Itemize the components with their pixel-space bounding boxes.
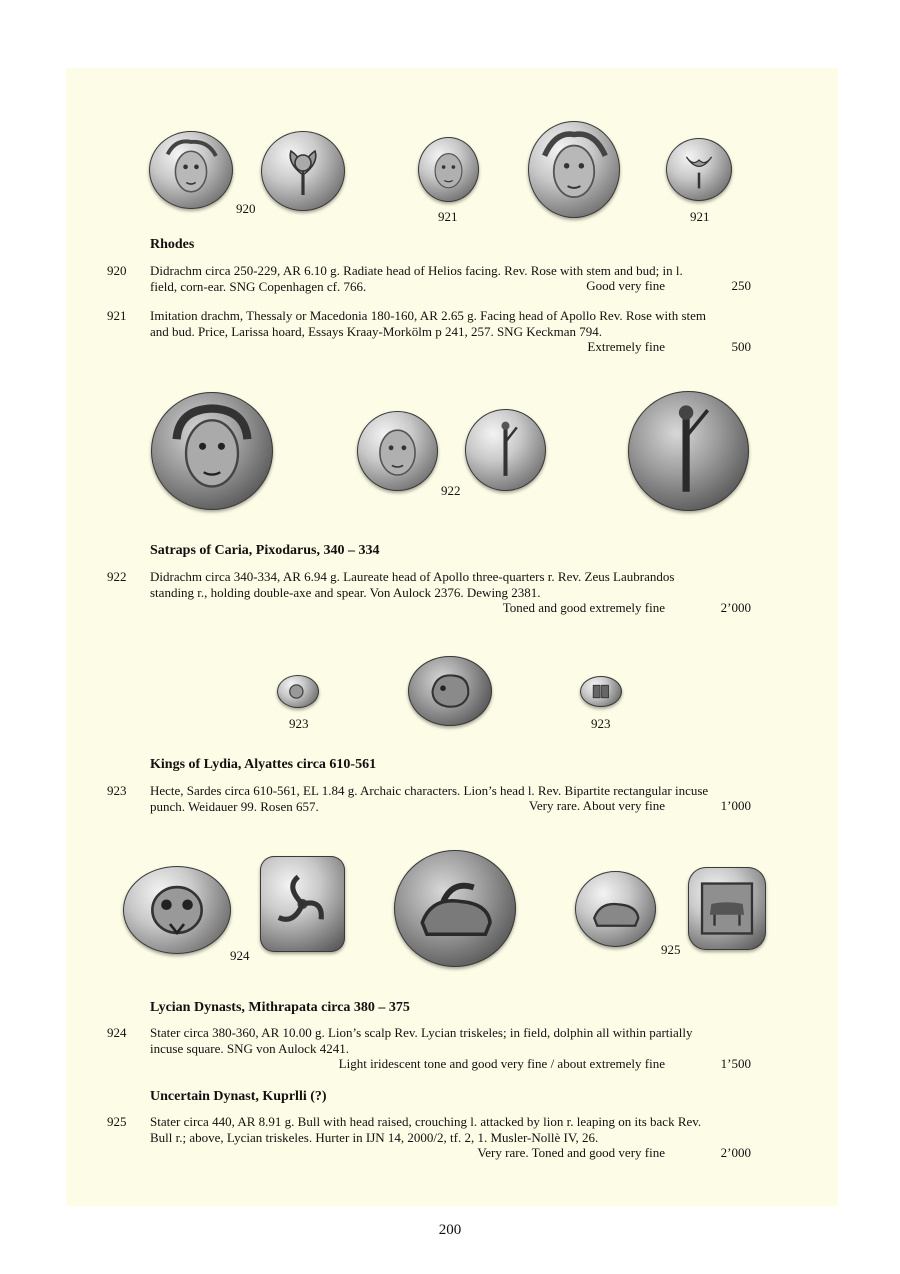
- lot-923-desc-line-1: Hecte, Sardes circa 610-561, EL 1.84 g. Archaic characters. Lion’s head l. Rev. Bipartite rectangular incuse: [150, 783, 709, 798]
- lot-924-desc-line-2: incuse square. SNG von Aulock 4241.: [150, 1040, 349, 1056]
- lot-925-desc-line-2: Bull r.; above, Lycian triskeles. Hurter in IJN 14, 2000/2, tf. 2, 1. Musler-Nollè IV, 26.: [150, 1129, 599, 1145]
- coin-923-reverse-image: [580, 676, 622, 707]
- lot-921-desc-line-1: Imitation drachm, Thessaly or Macedonia 180-160, AR 2.65 g. Facing head of Apollo Rev. Rose with stem: [150, 308, 707, 323]
- page-number: 200: [438, 1222, 462, 1238]
- lot-921-desc-line-2: and bud. Price, Larissa hoard, Essays Kraay-Morkölm p 241, 257. SNG Keckman 794.: [150, 323, 603, 339]
- coin-920-obverse-image: [149, 131, 233, 209]
- coin-921-reverse-image: [666, 138, 732, 201]
- section-heading-lycian-dynasts: Lycian Dynasts, Mithrapata circa 380 – 375: [150, 1000, 410, 1015]
- coin-920-reverse-image: [261, 131, 345, 211]
- lot-923-price: 1’000: [720, 798, 751, 813]
- lot-920-grade: Good very fine: [586, 278, 665, 293]
- lot-number-921: 921: [107, 308, 127, 323]
- coin-922-reverse-enlarged-image: [628, 391, 749, 511]
- coin-925-obverse-enlarged-image: [394, 850, 516, 967]
- figure-label-923-right: 923: [591, 716, 611, 731]
- figure-label-921-right: 921: [690, 209, 710, 224]
- lot-924-price: 1’500: [720, 1056, 751, 1071]
- section-heading-uncertain-dynast: Uncertain Dynast, Kuprlli (?): [150, 1089, 327, 1104]
- lot-924-desc-line-1: Stater circa 380-360, AR 10.00 g. Lion’s scalp Rev. Lycian triskeles; in field, dolphin all within partially: [150, 1025, 693, 1040]
- lot-923-desc-line-2: punch. Weidauer 99. Rosen 657.: [150, 798, 319, 814]
- lot-925-desc-line-1: Stater circa 440, AR 8.91 g. Bull with head raised, crouching l. attacked by lion r. leaping on its back Rev.: [150, 1114, 702, 1129]
- figure-label-923-left: 923: [289, 716, 309, 731]
- coin-925-obverse-image: [575, 871, 656, 947]
- section-heading-rhodes: Rhodes: [150, 237, 195, 252]
- figure-label-924: 924: [230, 948, 250, 963]
- figure-label-925: 925: [661, 942, 681, 957]
- coin-921-obverse-image: [418, 137, 479, 202]
- lot-number-925: 925: [107, 1114, 127, 1129]
- coin-923-enlarged-image: [408, 656, 492, 726]
- lot-924-description: [150, 1025, 751, 1056]
- lot-922-grade: Toned and good extremely fine: [502, 600, 665, 615]
- lot-923-grade: Very rare. About very fine: [528, 798, 665, 813]
- lot-922-desc-line-1: Didrachm circa 340-334, AR 6.94 g. Laureate head of Apollo three-quarters r. Rev. Zeus Laubrandos: [150, 569, 675, 584]
- lot-number-924: 924: [107, 1025, 127, 1040]
- coin-921-large-obverse-image: [528, 121, 620, 218]
- lot-920-price: 250: [731, 278, 751, 293]
- figure-label-920: 920: [236, 201, 256, 216]
- lot-921-grade: Extremely fine: [587, 339, 665, 354]
- lot-925-price: 2’000: [720, 1145, 751, 1160]
- coin-924-reverse-image: [260, 856, 345, 952]
- lot-922-desc-line-2: standing r., holding double-axe and spear. Von Aulock 2376. Dewing 2381.: [150, 584, 541, 600]
- coin-922-obverse-enlarged-image: [151, 392, 273, 510]
- lot-925-description: [150, 1114, 751, 1145]
- coin-925-reverse-image: [688, 867, 766, 950]
- lot-number-922: 922: [107, 569, 127, 584]
- lot-number-923: 923: [107, 783, 127, 798]
- lot-922-price: 2’000: [720, 600, 751, 615]
- section-heading-caria: Satraps of Caria, Pixodarus, 340 – 334: [150, 543, 380, 558]
- coin-922-obverse-image: [357, 411, 438, 491]
- lot-number-920: 920: [107, 263, 127, 278]
- coin-923-obverse-image: [277, 675, 319, 708]
- section-heading-lydia: Kings of Lydia, Alyattes circa 610-561: [150, 757, 377, 772]
- lot-921-price: 500: [731, 339, 751, 354]
- lot-921-description: [150, 308, 751, 339]
- coin-924-obverse-image: [123, 866, 231, 954]
- lot-920-desc-line-2: field, corn-ear. SNG Copenhagen cf. 766.: [150, 278, 367, 294]
- figure-label-922: 922: [441, 483, 461, 498]
- lot-924-grade: Light iridescent tone and good very fine / about extremely fine: [338, 1056, 665, 1071]
- lot-922-description: [150, 569, 751, 600]
- lot-925-grade: Very rare. Toned and good very fine: [477, 1145, 665, 1160]
- lot-920-desc-line-1: Didrachm circa 250-229, AR 6.10 g. Radiate head of Helios facing. Rev. Rose with stem and bud; in l.: [150, 263, 683, 278]
- figure-label-921-left: 921: [438, 209, 458, 224]
- coin-922-reverse-image: [465, 409, 546, 491]
